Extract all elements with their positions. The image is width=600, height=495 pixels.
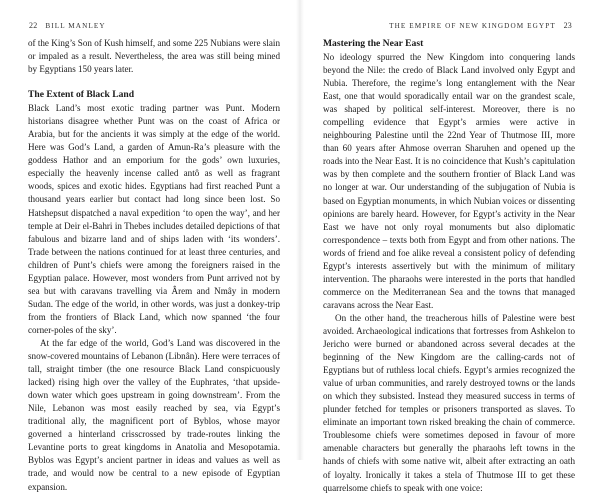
right-page-number: 23 [563,21,572,30]
paragraph-punt: Black Land’s most exotic trading partner was Punt. Modern historians disagree whether Punt was on the coast of Africa or Arabia, but for the ancients it was simply at the edge of the world. Here was God’s Land, a garden of Amun-Ra’s pleasure with the goddess Hathor and an emporium for the gods’ own luxuries, especially the heavenly incense called antô as well as fragrant woods, spices and exotic hides. Egyptians had first reached Punt a thousand years earlier but contact had long since been lost. So Hatshepsut dispatched a naval expedition ‘to open the way’, and her temple at Deir el-Bahri in Thebes includes detailed depictions of that fabulous and bizarre land and of ships laden with ‘its wonders’. Trade between the nations continued for at least three centuries, and children of Punt’s chiefs were among the foreigners raised in the Egyptian palace. However, most wonders from Punt arrived not by sea but with caravans travelling via Ârem and Nmây in modern Sudan. The edge of the world, in other words, was just a donkey-trip from the frontiers of Black Land, which now spanned ‘the four corner-poles of the sky’. [28,103,280,335]
paragraph-opening: of the King’s Son of Kush himself, and some 225 Nubians were slain or impaled as a result. Nevertheless, the area was still being mined by Egyptians 150 years later. [28,38,280,75]
left-text-block [28,37,280,494]
paragraph-lebanon: At the far edge of the world, God’s Land was discovered in the snow-covered mountains of Lebanon (Libnân). Here were terraces of tall, straight timber (the one resource Black Land conspicuously lacked) rising high over the valley of the Euphrates, ‘that upside-down water which goes upstream in going downstream’. From the Nile, Lebanon was most easily reached by sea, via Egypt’s traditional ally, the magnificent port of Byblos, whose mayor governed a hinterland crisscrossed by trade-routes linking the Levantine ports to great kingdoms in Anatolia and Mesopotamia. Byblos was Egypt’s ancient partner in ideas and values as well as trade, and would now be central to a new episode of Egyptian expansion. [28,337,280,492]
section-heading-extent: The Extent of Black Land [28,89,135,101]
left-running-head [29,21,106,30]
left-page-number: 22 [29,21,38,30]
section-heading-near-east: Mastering the Near East [323,38,424,49]
right-page [300,0,600,493]
left-page [0,0,300,492]
paragraph-palestine: On the other hand, the treacherous hills of Palestine were best avoided. Archaeological indications that fortresses from Ashkelon to Jericho were burned or abandoned across several decades at the beginning of the New Kingdom are the calling-cards not of Egyptians but of ruthless local chiefs. Egypt’s armies recognized the value of urban communities, and rarely destroyed towns or the lands on which they subsisted. Instead they measured success in terms of plunder fetched for temples or prisoners transported as slaves. To eliminate an important town risked breaking the chain of commerce. Troublesome chiefs were sometimes deposed in favour of more amenable characters but generally the pharaohs left towns in the hands of chiefs with some native wit, albeit after extracting an oath of loyalty. Ironically it takes a stela of Thutmose III to get these quarrelsome chiefs to speak with one voice: [323,312,575,493]
right-text-block [323,37,575,495]
left-running-head-title: BILL MANLEY [45,22,106,30]
paragraph-ideology: No ideology spurred the New Kingdom into conquering lands beyond the Nile: the credo of Black Land involved only Egypt and Nubia. Therefore, the regime’s long entanglement with the Near East, one that would sporadically entail war on the grandest scale, was shaped by political self-interest. Moreover, there is no compelling evidence that Egypt’s armies were active in neighbouring Palestine until the 22nd Year of Thutmose III, more than 60 years after Ahmose overran Sharuhen and opened up the roads into the Near East. It is no coincidence that Kush’s capitulation was by then complete and the southern frontier of Black Land was no longer at war. Our understanding of the subjugation of Nubia is based on Egyptian monuments, in which Nubian voices or dissenting opinions are barely heard. However, for Egypt’s activity in the Near East we have not only royal monuments but also diplomatic correspondence – texts both from Egypt and from other nations. The words of friend and foe alike reveal a consistent policy of defending Egypt’s interests assertively but with the minimum of military intervention. The pharaohs were interested in the ports that handled commerce on the Mediterranean Sea and the towns that managed caravans across the Near East. [323,52,575,310]
right-running-head-title: THE EMPIRE OF NEW KINGDOM EGYPT [389,22,556,30]
right-running-head [389,21,572,30]
